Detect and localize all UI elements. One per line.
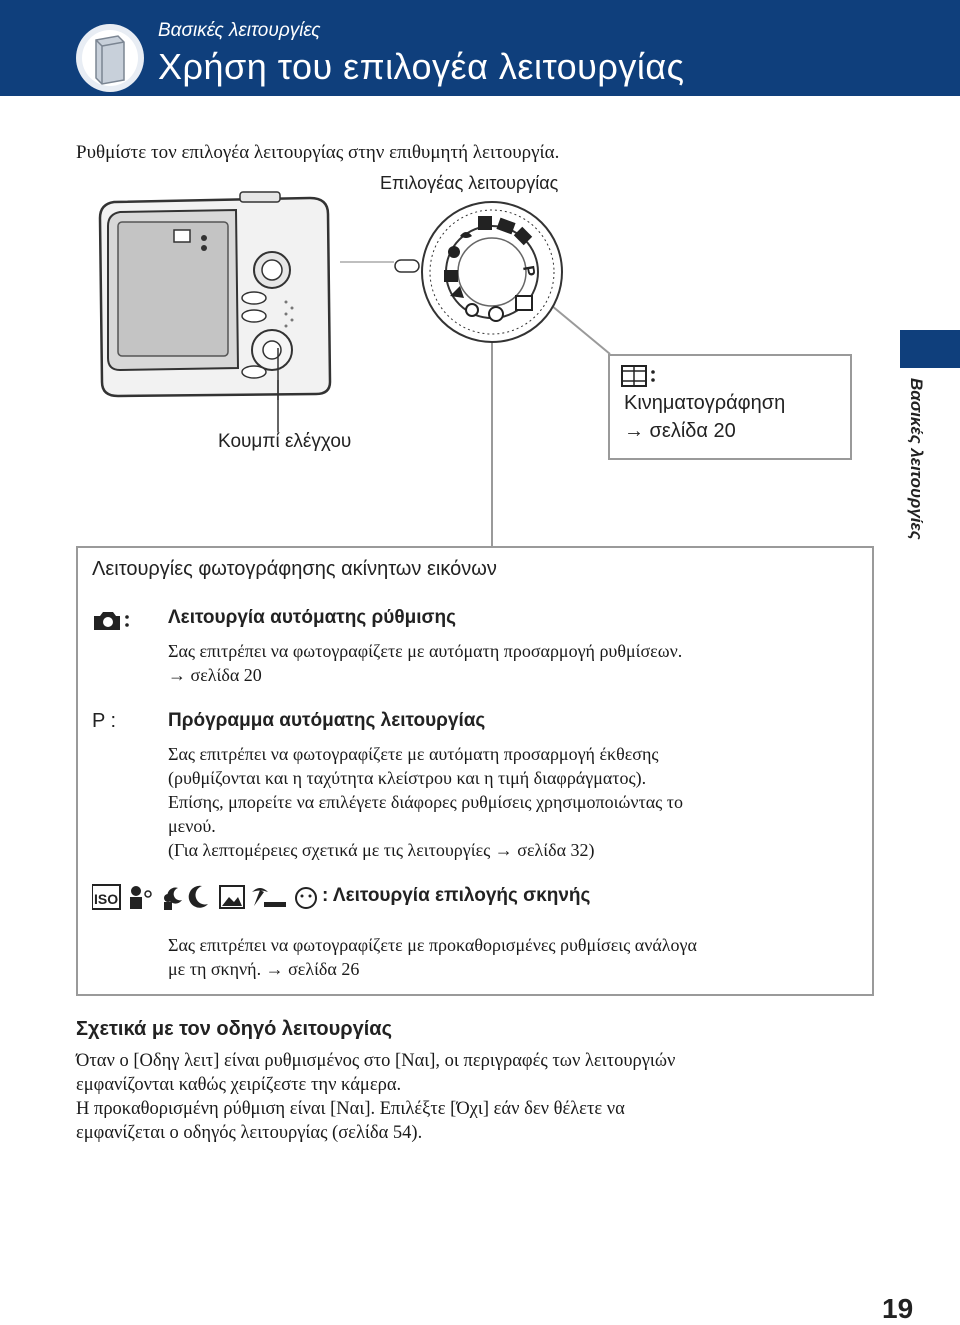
side-tab-label: Βασικές λειτουργίες (907, 378, 926, 540)
mode-auto-ref[interactable]: → σελίδα 20 (168, 665, 262, 685)
page-title: Χρήση του επιλογέα λειτουργίας (158, 46, 685, 87)
mode-program-line: Επίσης, μπορείτε να επιλέγετε διάφορες ρυθμίσεις χρησιμοποιώντας το (168, 792, 684, 812)
dial-letter-p: P (519, 264, 538, 278)
soft-snap-icon (296, 888, 316, 908)
movie-callout-ref[interactable]: → σελίδα 20 (624, 420, 736, 442)
mode-scene-line: Σας επιτρέπει να φωτογραφίζετε με προκαθορισμένες ρυθμίσεις ανάλογα (168, 935, 697, 955)
camera-auto-icon (92, 610, 132, 632)
dial-caption: Επιλογέας λειτουργίας (380, 173, 559, 193)
mode-dial[interactable] (420, 200, 564, 344)
mode-program-ref[interactable]: (Για λεπτομέρειες σχετικά με τις λειτουργίες → σελίδα 32) (168, 840, 595, 860)
guide-heading: Σχετικά με τον οδηγό λειτουργίας (76, 1018, 392, 1040)
mode-auto-line: Σας επιτρέπει να φωτογραφίζετε με αυτόματη προσαρμογή ρυθμίσεων. (168, 641, 683, 661)
guide-line[interactable]: εμφανίζεται ο οδηγός λειτουργίας (σελίδα 54). (76, 1123, 423, 1143)
beach-icon (252, 888, 286, 907)
svg-text:ISO: ISO (94, 891, 119, 907)
mode-program-line: Σας επιτρέπει να φωτογραφίζετε με αυτόματη προσαρμογή έκθεσης (168, 744, 659, 764)
twilight-portrait-icon (164, 888, 182, 910)
mode-program-title: Πρόγραμμα αυτόματης λειτουργίας (168, 710, 486, 731)
mode-program-line: (ρυθμίζονται και η ταχύτητα κλείστρου και η τιμή διαφράγματος). (168, 768, 647, 788)
mode-scene-ref[interactable]: με τη σκηνή. → σελίδα 26 (168, 959, 360, 979)
mode-auto-title: Λειτουργία αυτόματης ρύθμισης (168, 607, 456, 628)
mode-auto-description (168, 639, 858, 687)
intro-text: Ρυθμίστε τον επιλογέα λειτουργίας στην επιθυμητή λειτουργία. (76, 142, 560, 163)
section-label: Βασικές λειτουργίες (158, 20, 321, 41)
landscape-icon (220, 886, 244, 908)
guide-line: Όταν ο [Οδηγ λειτ] είναι ρυθμισμένος στο [Ναι], οι περιγραφές των λειτουργιών (76, 1051, 676, 1071)
program-mode-icon: P : (92, 710, 117, 732)
movie-mode-icon (620, 364, 660, 390)
scene-icons (92, 882, 324, 912)
movie-callout-title: Κινηματογράφηση (624, 392, 786, 414)
control-button-label: Κουμπί ελέγχου (218, 431, 352, 452)
shutter-button-icon (393, 258, 421, 276)
guide-line: εμφανίζονται καθώς χειρίζεστε την κάμερα. (76, 1075, 402, 1095)
guide-text (76, 1049, 876, 1145)
twilight-icon (189, 886, 208, 908)
stills-heading: Λειτουργίες φωτογράφησης ακίνητων εικόνων (92, 558, 497, 580)
portrait-twilight-icon (130, 886, 151, 909)
mode-program-description (168, 742, 858, 862)
guide-line: Η προκαθορισμένη ρύθμιση είναι [Ναι]. Επιλέξτε [Όχι] εάν δεν θέλετε να (76, 1099, 625, 1119)
mode-scene-title: : Λειτουργία επιλογής σκηνής (322, 885, 591, 906)
mode-program-line: μενού. (168, 816, 216, 836)
iso-icon (92, 885, 120, 909)
mode-scene-description (168, 933, 858, 981)
page-number: 19 (882, 1293, 914, 1324)
